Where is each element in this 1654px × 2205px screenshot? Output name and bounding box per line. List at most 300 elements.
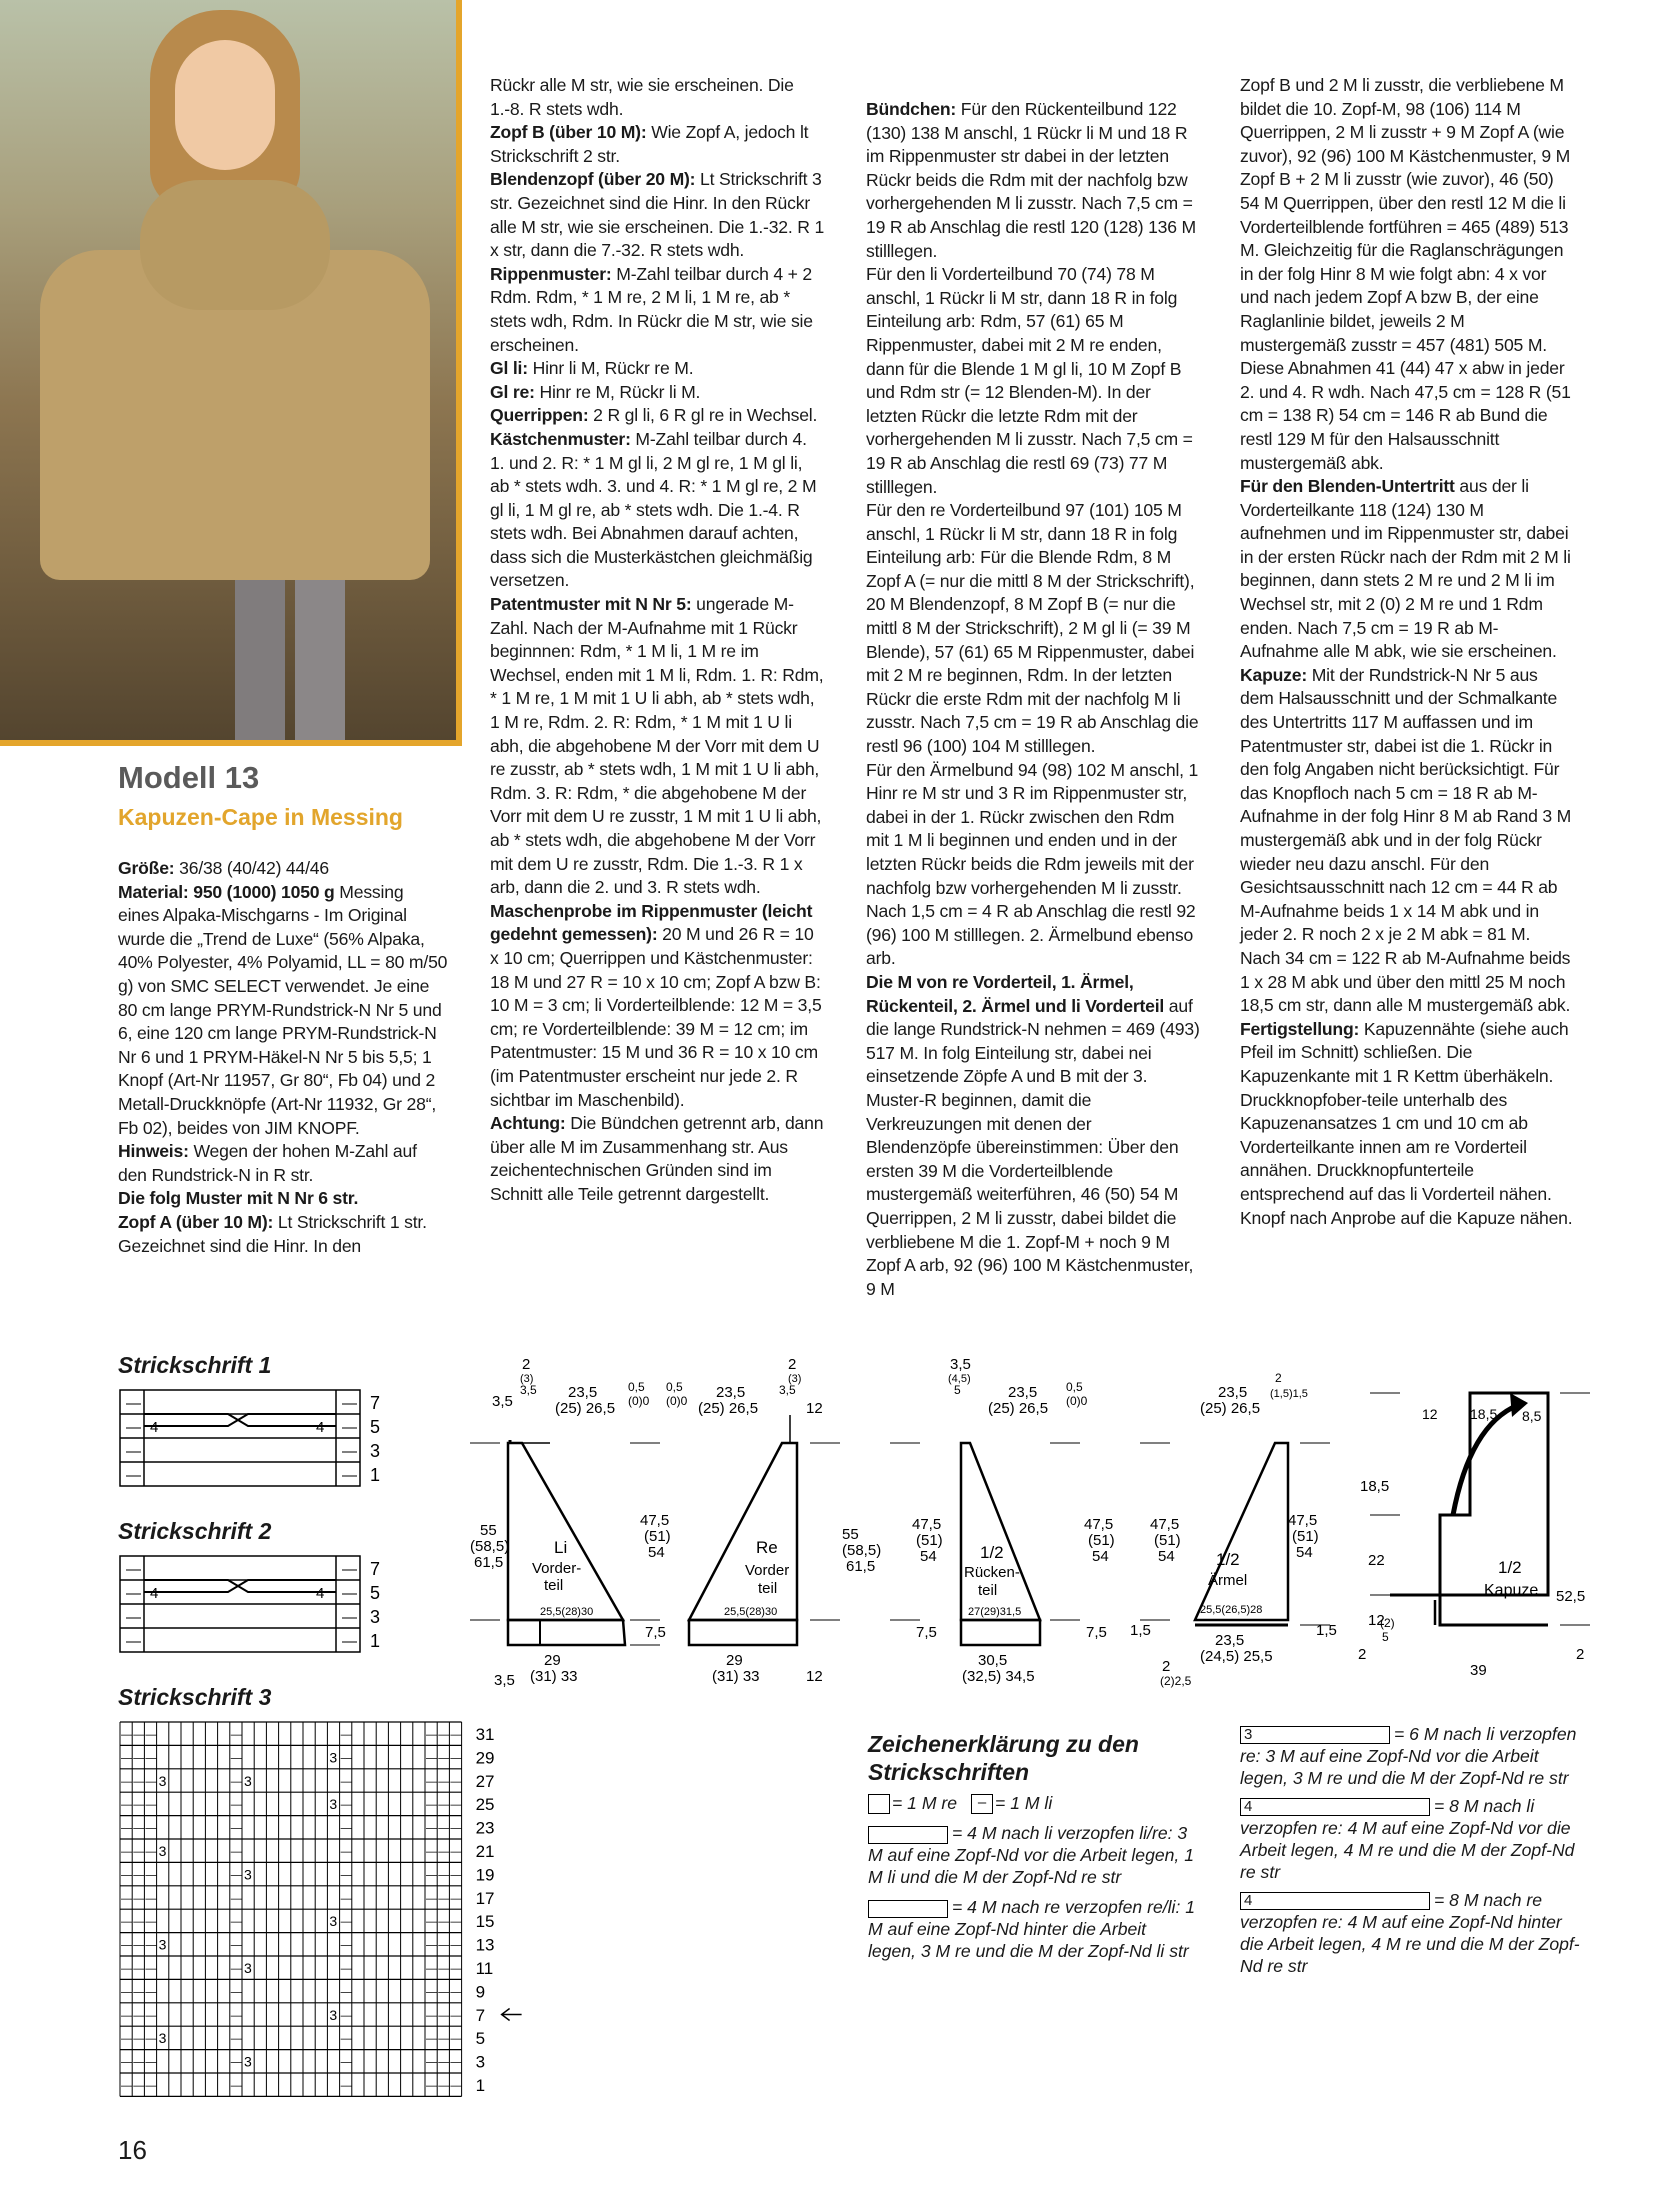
- svg-text:1,5: 1,5: [1316, 1622, 1337, 1639]
- knitting-chart-3: [118, 1720, 678, 2100]
- svg-text:—: —: [126, 1609, 141, 1626]
- chart-3-cable-mark: 3: [244, 1772, 252, 1789]
- svg-text:—: —: [121, 1799, 132, 1812]
- svg-text:—: —: [133, 2080, 145, 2092]
- svg-text:—: —: [450, 1846, 462, 1858]
- svg-text:2: 2: [1358, 1646, 1367, 1663]
- knitting-chart-1: [118, 1388, 418, 1488]
- svg-text:—: —: [230, 1799, 242, 1812]
- svg-text:—: —: [340, 1963, 352, 1975]
- svg-text:—: —: [426, 1916, 437, 1929]
- svg-text:—: —: [450, 1916, 462, 1929]
- svg-text:—: —: [426, 1986, 437, 1999]
- svg-text:7,5: 7,5: [1086, 1624, 1107, 1641]
- chart-3-row-number: 29: [475, 1748, 495, 1768]
- svg-text:—: —: [438, 1892, 450, 1905]
- svg-text:—: —: [230, 2080, 242, 2092]
- col1-paragraph: Die folg Muster mit N Nr 6 str.: [118, 1188, 359, 1209]
- svg-text:8,5: 8,5: [1522, 1408, 1542, 1424]
- svg-text:18,5: 18,5: [1470, 1406, 1498, 1422]
- svg-text:—: —: [145, 2009, 157, 2022]
- svg-text:—: —: [230, 1986, 242, 1999]
- col3-paragraph: Bündchen: Für den Rückenteilbund 122 (130) 138 M anschl, 1 Rückr li M und 18 R im Rippenmuster str dabei in der letzten Rückr beids die Rdm mit der nachfolg bzw vorhergehenden M li zusstr. Nach 7,5 cm = 19 R ab Anschlag die restl 120 (128) 136 M stilllegen.: [866, 99, 1196, 261]
- svg-text:61,5: 61,5: [846, 1558, 876, 1575]
- svg-text:—: —: [145, 2033, 157, 2046]
- svg-text:—: —: [133, 1822, 145, 1835]
- col3-paragraph: Für den re Vorderteilbund 97 (101) 105 M anschl, 1 Rückr li M str, dann 18 R in folg Einteilung arb: Für die Blende Rdm, 8 M Zopf A (= nur die mittl 8 M der Strickschrift), 20 M Blendenzopf, 8 M Zopf B (= nur die mittl 8 M der Strickschrift), 2 M gl li (= 39 M Blende), 57 (61) 65 M Rippenmuster, dabei mit 2 M re beginnen, Rdm. In der letzten Rückr die erste Rdm mit der nachfolg M li zusstr. Nach 7,5 cm = 19 R ab Anschlag die restl 96 (100) 104 M stilllegen.: [866, 500, 1199, 757]
- svg-text:12: 12: [1368, 1612, 1385, 1629]
- svg-text:1: 1: [370, 1631, 381, 1651]
- svg-text:—: —: [121, 1822, 132, 1835]
- svg-text:(0)0: (0)0: [666, 1394, 688, 1408]
- chart-3-row-number: 5: [475, 2029, 486, 2049]
- svg-text:2: 2: [1162, 1658, 1171, 1675]
- svg-text:(25) 26,5: (25) 26,5: [698, 1400, 759, 1417]
- legend: Zeichenerklärung zu den Strickschriften = 1 M re – = 1 M li = 4 M nach li verzopfen li/re: 3 M auf eine Zopf-Nd vor die Arbeit legen, 1 M li und die M der Zopf-Nd re str = 4 M nach re verzopfen re/li: 1 M auf eine Zopf-Nd hinter die Arbeit legen, 3 M re und die M der Zopf-Nd li str: [868, 1730, 1198, 1962]
- svg-text:(25) 26,5: (25) 26,5: [555, 1400, 616, 1417]
- svg-text:25,5(28)30: 25,5(28)30: [724, 1606, 778, 1618]
- svg-text:—: —: [133, 1729, 145, 1741]
- svg-text:—: —: [126, 1443, 141, 1460]
- col2-paragraph: Rippenmuster: M-Zahl teilbar durch 4 + 2 Rdm. Rdm, * 1 M re, 2 M li, 1 M re, ab * stets wdh, Rdm. In Rückr die M str, wie sie erscheinen.: [490, 263, 813, 355]
- col2-paragraph: Rückr alle M str, wie sie erscheinen. Die 1.-8. R stets wdh.: [490, 75, 794, 119]
- svg-text:—: —: [340, 1775, 352, 1788]
- svg-text:7,5: 7,5: [916, 1624, 937, 1641]
- svg-text:47,5: 47,5: [912, 1516, 942, 1533]
- svg-text:—: —: [145, 1775, 157, 1788]
- svg-text:—: —: [340, 2056, 352, 2069]
- svg-text:—: —: [121, 2009, 132, 2022]
- knitting-chart-2: [118, 1554, 418, 1654]
- svg-text:—: —: [340, 1729, 352, 1741]
- legend-symbol-icon: 4: [1240, 1798, 1430, 1816]
- svg-text:(0)0: (0)0: [1066, 1394, 1088, 1408]
- svg-text:(24,5) 25,5: (24,5) 25,5: [1200, 1648, 1273, 1665]
- svg-text:—: —: [133, 1752, 145, 1765]
- svg-text:3,5: 3,5: [494, 1672, 515, 1689]
- svg-text:22: 22: [1368, 1552, 1385, 1569]
- svg-text:—: —: [450, 2080, 462, 2092]
- svg-text:—: —: [438, 1916, 450, 1929]
- chart-3-cable-mark: 3: [158, 2030, 167, 2047]
- svg-text:—: —: [342, 1443, 357, 1460]
- col1-paragraph: Material: 950 (1000) 1050 g Messing eines Alpaka-Mischgarns - Im Original wurde die „Trend de Luxe“ (56% Alpaka, 40% Polyester, 4% Polyamid, LL = 80 m/50 g) von SMC SELECT verwendet. Je eine 80 cm lange PRYM-Rundstrick-N Nr 5 und 6, eine 120 cm lange PRYM-Rundstrick-N Nr 6 und 1 PRYM-Häkel-N Nr 5 bis 5,5; 1 Knopf (Art-Nr 11957, Gr 80“, Fb 04) und 2 Metall-Druckknöpfe (Art-Nr 11932, Gr 28“, Fb 02), beides von JIM KNOPF.: [118, 881, 448, 1138]
- svg-text:—: —: [145, 2080, 157, 2092]
- chart-3-cable-mark: 3: [244, 1960, 252, 1976]
- col2-paragraph: Querrippen: 2 R gl li, 6 R gl re in Wechsel.: [490, 405, 818, 426]
- svg-text:—: —: [145, 1986, 157, 1999]
- pattern-schematic: [470, 1355, 1650, 1695]
- svg-text:(2): (2): [1380, 1616, 1395, 1630]
- svg-text:(58,5): (58,5): [842, 1542, 882, 1559]
- svg-text:—: —: [450, 1775, 462, 1788]
- svg-text:teil: teil: [544, 1577, 564, 1594]
- col4-paragraph: Kapuze: Mit der Rundstrick-N Nr 5 aus dem Halsausschnitt und der Schmalkante des Untertritts 117 M auffassen und im Patentmuster str, dabei ist die 1. Rückr in den folg Angaben nicht berücksichtigt. Für das Knopfloch nach 5 cm = 18 R ab M-Aufnahme in der folg Hinr 8 M ab Rand 3 M mustergemäß abk und in der folg Rückr wieder neu dazu anschl. Für den Gesichtsausschnitt nach 12 cm = 44 R ab M-Aufnahme beids 1 x 14 M abk und in jeder 2. R noch 2 x je 2 M abk = 81 M. Nach 34 cm = 122 R ab M-Aufnahme beids 1 x 28 M abk und über den mittl 25 M noch 18,5 cm str, dann alle M mustergemäß abk.: [1240, 664, 1572, 1016]
- chart-3-row-number: 27: [475, 1771, 495, 1791]
- instructions-column-3: [866, 98, 1200, 1301]
- svg-text:3,5: 3,5: [520, 1383, 537, 1397]
- svg-text:—: —: [121, 1752, 132, 1765]
- chart-2-title: Strickschrift 2: [118, 1518, 272, 1544]
- svg-text:(51): (51): [644, 1528, 671, 1545]
- svg-text:—: —: [342, 1585, 357, 1602]
- svg-text:(51): (51): [1088, 1532, 1115, 1549]
- svg-text:—: —: [426, 2056, 437, 2069]
- col2-paragraph: Gl li: Hinr li M, Rückr re M.: [490, 358, 694, 379]
- col3-paragraph: Für den li Vorderteilbund 70 (74) 78 M anschl, 1 Rückr li M str, dann 18 R in folg Einteilung arb: Rdm, 57 (61) 65 M Rippenmuster, dabei mit 2 M re enden, dann für die Blende 1 M gl li, 10 M Zopf B und Rdm str (= 12 Blenden-M). In der letzten Rückr die letzte Rdm mit der vorhergehenden M li zusstr. Nach 7,5 cm = 19 R ab Anschlag die restl 69 (73) 77 M stilllegen.: [866, 264, 1193, 497]
- chart-3-cable-mark: 3: [244, 2053, 252, 2070]
- svg-text:1/2: 1/2: [980, 1543, 1004, 1562]
- legend-item: = 4 M nach re verzopfen re/li: 1 M auf eine Zopf-Nd hinter die Arbeit legen, 3 M re und die M der Zopf-Nd li str: [868, 1897, 1196, 1962]
- svg-text:25,5(28)30: 25,5(28)30: [540, 1606, 594, 1618]
- svg-text:—: —: [340, 1939, 352, 1952]
- svg-text:61,5: 61,5: [474, 1554, 504, 1571]
- svg-text:—: —: [438, 1986, 450, 1999]
- svg-text:—: —: [426, 2009, 437, 2022]
- svg-text:(51): (51): [916, 1532, 943, 1549]
- svg-text:—: —: [230, 1729, 242, 1741]
- svg-text:—: —: [340, 2009, 352, 2022]
- svg-text:—: —: [340, 1916, 352, 1929]
- svg-text:23,5: 23,5: [1218, 1384, 1248, 1401]
- svg-text:—: —: [342, 1467, 357, 1484]
- svg-text:Kapuze: Kapuze: [1484, 1582, 1539, 1599]
- svg-text:—: —: [145, 1892, 157, 1905]
- svg-text:47,5: 47,5: [1084, 1516, 1114, 1533]
- svg-text:1,5: 1,5: [1130, 1622, 1151, 1639]
- chart-3-row-number: 21: [475, 1842, 495, 1861]
- svg-text:—: —: [340, 1869, 352, 1882]
- svg-text:—: —: [438, 1822, 450, 1835]
- svg-text:23,5: 23,5: [1215, 1632, 1245, 1649]
- svg-text:Vorder: Vorder: [745, 1562, 790, 1579]
- svg-text:27(29)31,5: 27(29)31,5: [968, 1606, 1022, 1618]
- svg-text:—: —: [426, 1799, 437, 1812]
- chart-3-row-number: 9: [475, 1982, 486, 2002]
- svg-text:—: —: [450, 1729, 462, 1741]
- legend-symbol-icon: 3: [1240, 1726, 1390, 1744]
- chart-3-cable-mark: 3: [244, 1866, 252, 1883]
- chart-3-row-number: 7: [475, 2005, 486, 2025]
- svg-text:2: 2: [1275, 1371, 1282, 1385]
- svg-text:—: —: [126, 1395, 141, 1412]
- svg-text:—: —: [126, 1419, 141, 1436]
- chart-3-row-number: 19: [475, 1865, 495, 1885]
- svg-text:—: —: [126, 1633, 141, 1650]
- svg-text:—: —: [145, 1869, 157, 1882]
- svg-text:—: —: [438, 1775, 450, 1788]
- svg-text:—: —: [145, 2056, 157, 2069]
- instructions-column-4: [1240, 74, 1574, 1230]
- col2-paragraph: Blendenzopf (über 20 M): Lt Strickschrift 3 str. Gezeichnet sind die Hinr. In den Rückr alle M str, wie sie erscheinen. Die 1.-32. R 1 x str, dann die 7.-32. R stets wdh.: [490, 169, 825, 261]
- svg-text:—: —: [145, 1822, 157, 1835]
- svg-text:Re: Re: [756, 1538, 778, 1557]
- svg-text:7: 7: [370, 1393, 381, 1413]
- svg-text:—: —: [426, 1822, 437, 1835]
- col1-paragraph: Zopf A (über 10 M): Lt Strickschrift 1 str. Gezeichnet sind die Hinr. In den: [118, 1211, 427, 1256]
- svg-text:—: —: [426, 1869, 437, 1882]
- svg-text:—: —: [450, 1892, 462, 1905]
- chart-3-cable-mark: 3: [329, 1913, 338, 1930]
- svg-text:—: —: [121, 2033, 132, 2046]
- svg-text:—: —: [121, 1869, 132, 1882]
- svg-text:—: —: [438, 1963, 450, 1975]
- model-subtitle: Kapuzen-Cape in Messing: [118, 804, 403, 830]
- svg-text:52,5: 52,5: [1556, 1588, 1586, 1605]
- svg-text:—: —: [230, 2009, 242, 2022]
- svg-text:—: —: [145, 1846, 157, 1858]
- svg-text:—: —: [426, 2080, 437, 2092]
- legend-item: 4 = 8 M nach li verzopfen re: 4 M auf eine Zopf-Nd vor die Arbeit legen, 4 M re und die M der Zopf-Nd re str: [1240, 1796, 1575, 1882]
- svg-text:—: —: [133, 1916, 145, 1929]
- svg-text:—: —: [426, 1939, 437, 1952]
- svg-text:47,5: 47,5: [1288, 1512, 1318, 1529]
- svg-text:—: —: [450, 1986, 462, 1999]
- svg-text:—: —: [340, 2033, 352, 2046]
- col1-paragraph: Größe: 36/38 (40/42) 44/46: [118, 858, 329, 878]
- svg-text:(3): (3): [788, 1373, 802, 1385]
- svg-text:—: —: [230, 1892, 242, 1905]
- chart-3-row-number: 25: [475, 1795, 495, 1815]
- svg-text:(4,5): (4,5): [948, 1373, 971, 1385]
- svg-text:—: —: [126, 1561, 141, 1578]
- svg-text:—: —: [340, 1822, 352, 1835]
- svg-text:3: 3: [370, 1607, 381, 1627]
- svg-text:—: —: [342, 1395, 357, 1412]
- svg-text:—: —: [450, 2009, 462, 2022]
- svg-text:—: —: [426, 1775, 437, 1788]
- svg-text:—: —: [145, 1729, 157, 1741]
- svg-text:—: —: [438, 2080, 450, 2092]
- svg-text:—: —: [340, 1799, 352, 1812]
- svg-text:(1,5)1,5: (1,5)1,5: [1270, 1388, 1308, 1400]
- svg-text:—: —: [450, 2056, 462, 2069]
- svg-text:54: 54: [1158, 1548, 1175, 1565]
- legend-item: 4 = 8 M nach re verzopfen re: 4 M auf eine Zopf-Nd hinter die Arbeit legen, 4 M re und die M der Zopf-Nd re str: [1240, 1890, 1580, 1976]
- legend-symbol-icon: –: [971, 1794, 993, 1814]
- chart-1-mark-left: 4: [150, 1419, 159, 1436]
- legend-title: Zeichenerklärung zu den Strickschriften: [868, 1731, 1139, 1785]
- chart-3-cable-mark: 3: [329, 1749, 338, 1766]
- legend-symbol-icon: [868, 1900, 948, 1918]
- svg-text:Li: Li: [554, 1538, 568, 1557]
- model-photo: [0, 0, 462, 746]
- svg-text:3,5: 3,5: [950, 1356, 971, 1373]
- svg-text:—: —: [438, 2033, 450, 2046]
- svg-text:—: —: [438, 1752, 450, 1765]
- col2-paragraph: Zopf B (über 10 M): Wie Zopf A, jedoch lt Strickschrift 2 str.: [490, 122, 809, 166]
- svg-text:0,5: 0,5: [628, 1380, 645, 1394]
- svg-text:—: —: [121, 2080, 132, 2092]
- svg-text:3,5: 3,5: [492, 1393, 513, 1410]
- svg-text:Ärmel: Ärmel: [1208, 1572, 1248, 1589]
- svg-text:12: 12: [806, 1668, 823, 1685]
- svg-text:7,5: 7,5: [645, 1624, 666, 1641]
- chart-3-cable-mark: 3: [329, 2006, 338, 2023]
- svg-text:—: —: [342, 1561, 357, 1578]
- svg-text:—: —: [145, 1799, 157, 1812]
- svg-text:(58,5): (58,5): [470, 1538, 510, 1555]
- svg-text:0,5: 0,5: [666, 1380, 683, 1394]
- svg-text:—: —: [426, 1963, 437, 1975]
- svg-text:—: —: [438, 1846, 450, 1858]
- svg-text:—: —: [230, 1916, 242, 1929]
- chart-3-cable-mark: 3: [158, 1936, 167, 1953]
- svg-text:—: —: [133, 1799, 145, 1812]
- svg-text:—: —: [230, 2033, 242, 2046]
- col2-paragraph: Maschenprobe im Rippenmuster (leicht gedehnt gemessen): 20 M und 26 R = 10 x 10 cm; Querrippen und Kästchenmuster: 18 M und 27 R = 10 x 10 cm; Zopf A bzw B: 10 M = 3 cm; li Vorderteilblende: 12 M = 3,5 cm; re Vorderteilblende: 39 M = 12 cm; im Patentmuster: 15 M und 36 R = 10 x 10 cm (im Patentmuster erscheint nur jede 2. R sichtbar im Maschenbild).: [490, 900, 822, 1110]
- svg-text:0,5: 0,5: [1066, 1380, 1083, 1394]
- svg-text:—: —: [438, 1939, 450, 1952]
- col3-paragraph: Für den Ärmelbund 94 (98) 102 M anschl, 1 Hinr re M str und 3 R im Rippenmuster str, dabei in der 1. Rückr zwischen den Rdm mit 1 M li beginnen und enden und in der letzten Rückr beids die Rdm jeweils mit der nachfolg bzw vorhergehenden M li zusstr. Nach 1,5 cm = 4 R ab Anschlag die restl 92 (96) 100 M stilllegen. 2. Ärmelbund ebenso arb.: [866, 759, 1199, 969]
- svg-text:(25) 26,5: (25) 26,5: [988, 1400, 1049, 1417]
- svg-text:(3): (3): [520, 1373, 534, 1385]
- svg-text:54: 54: [920, 1548, 937, 1565]
- svg-text:—: —: [133, 1963, 145, 1975]
- svg-text:54: 54: [1092, 1548, 1109, 1565]
- svg-text:5: 5: [370, 1583, 381, 1603]
- start-arrow-icon: [502, 2009, 522, 2021]
- chart-3-cable-mark: 3: [329, 1796, 338, 1813]
- svg-text:29: 29: [544, 1652, 561, 1669]
- svg-text:—: —: [426, 1752, 437, 1765]
- svg-text:18,5: 18,5: [1360, 1478, 1390, 1495]
- svg-text:—: —: [145, 1963, 157, 1975]
- svg-text:teil: teil: [978, 1582, 998, 1599]
- svg-text:30,5: 30,5: [978, 1652, 1008, 1669]
- svg-text:—: —: [121, 1916, 132, 1929]
- svg-text:—: —: [450, 1869, 462, 1882]
- svg-text:—: —: [438, 1729, 450, 1741]
- svg-text:—: —: [133, 1892, 145, 1905]
- svg-text:—: —: [230, 1846, 242, 1858]
- svg-text:Rücken-: Rücken-: [964, 1564, 1020, 1581]
- svg-text:2: 2: [522, 1356, 531, 1373]
- svg-text:55: 55: [480, 1522, 497, 1539]
- svg-text:23,5: 23,5: [1008, 1384, 1038, 1401]
- svg-text:—: —: [450, 1963, 462, 1975]
- svg-text:(2)2,5: (2)2,5: [1160, 1674, 1192, 1688]
- chart-3-row-number: 31: [475, 1725, 495, 1744]
- svg-text:1/2: 1/2: [1498, 1558, 1522, 1577]
- svg-text:25,5(26,5)28: 25,5(26,5)28: [1200, 1604, 1263, 1616]
- svg-text:Vorder-: Vorder-: [532, 1560, 582, 1577]
- svg-text:3,5: 3,5: [779, 1383, 796, 1397]
- svg-text:—: —: [342, 1633, 357, 1650]
- svg-text:—: —: [230, 1822, 242, 1835]
- svg-text:—: —: [340, 1986, 352, 1999]
- col4-paragraph: Zopf B und 2 M li zusstr, die verbliebene M bildet die 10. Zopf-M, 98 (106) 114 M Querrippen, 2 M li zusstr + 9 M Zopf A (wie zuvor), 92 (96) 100 M Kästchenmuster, 9 M Zopf B + 2 M li zusstr (wie zuvor), 46 (50) 54 M Querrippen, über den restl 12 M die li Vorderteilblende fortführen = 465 (489) 513 M. Gleichzeitig für die Raglanschrägungen in der folg Hinr 8 M wie folgt abn: 4 x vor und nach jedem Zopf A bzw B, der eine Raglanlinie bildet, jeweils 2 M mustergemäß zusstr = 457 (481) 505 M. Diese Abnahmen 41 (44) 47 x abw in jeder 2. und 4. R wdh. Nach 47,5 cm = 128 R (51 cm = 138 R) 54 cm = 146 R ab Bund die restl 129 M für den Halsausschnitt mustergemäß abk.: [1240, 75, 1571, 473]
- svg-text:—: —: [133, 1986, 145, 1999]
- svg-text:—: —: [340, 2080, 352, 2092]
- chart-1-title: Strickschrift 1: [118, 1352, 272, 1378]
- legend-item: 3 = 6 M nach li verzopfen re: 3 M auf eine Zopf-Nd vor die Arbeit legen, 3 M re und die M der Zopf-Nd re str: [1240, 1724, 1577, 1788]
- col1-paragraph: Hinweis: Wegen der hohen M-Zahl auf den Rundstrick-N in R str.: [118, 1141, 417, 1185]
- svg-text:—: —: [145, 1752, 157, 1765]
- svg-text:—: —: [121, 1986, 132, 1999]
- col2-paragraph: Gl re: Hinr re M, Rückr li M.: [490, 381, 701, 402]
- col4-paragraph: Für den Blenden-Untertritt aus der li Vorderteilkante 118 (124) 130 M aufnehmen und im Rippenmuster str, dabei in der ersten Rückr nach der Rdm mit 2 M li beginnen, dann stets 2 M re und 2 M li im Wechsel str, mit 2 (0) 2 M re und 1 Rdm enden. Nach 7,5 cm = 19 R ab M-Aufnahme alle M abk, wie sie erscheinen.: [1240, 476, 1571, 662]
- svg-text:5: 5: [954, 1383, 961, 1397]
- chart-3-row-number: 23: [475, 1818, 495, 1838]
- svg-text:1: 1: [370, 1465, 381, 1485]
- svg-text:—: —: [121, 1729, 132, 1741]
- svg-text:—: —: [426, 1729, 437, 1741]
- svg-text:—: —: [450, 1752, 462, 1765]
- svg-text:—: —: [340, 1752, 352, 1765]
- legend-symbol-icon: 4: [1240, 1892, 1430, 1910]
- svg-text:—: —: [230, 2056, 242, 2069]
- chart-3-row-number: 13: [475, 1935, 495, 1955]
- col4-paragraph: Fertigstellung: Kapuzennähte (siehe auch Pfeil im Schnitt) schließen. Die Kapuzenkante mit 1 R Kettm überhäkeln. Druckknopfober-teile unterhalb des Kapuzenansatzes 1 cm und 10 cm ab Vorderteilkante innen am re Vorderteil annähen. Druckknopfunterteile entsprechend auf das li Vorderteil nähen. Knopf nach Anprobe auf die Kapuze nähen.: [1240, 1018, 1573, 1228]
- col3-paragraph: Die M von re Vorderteil, 1. Ärmel, Rückenteil, 2. Ärmel und li Vorderteil auf die lange Rundstrick-N nehmen = 469 (493) 517 M. In folg Einteilung str, dabei nei einsetzende Zöpfe A und B mit der 3. Muster-R beginnen, damit die Verkreuzungen mit denen der Blendenzöpfe übereinstimmen: Über den ersten 39 M die Vorderteilblende mustergemäß weiterführen, 46 (50) 54 M Querrippen, 2 M li zusstr, dabei bildet die verbliebene M die 1. Zopf-M + noch 9 M Zopf A arb, 92 (96) 100 M Kästchenmuster, 9 M: [866, 971, 1200, 1299]
- svg-text:—: —: [426, 1892, 437, 1905]
- svg-text:7: 7: [370, 1559, 381, 1579]
- col2-paragraph: Patentmuster mit N Nr 5: ungerade M-Zahl. Nach der M-Aufnahme mit 1 Rückr beginnnen: Rdm, * 1 M li, 1 M re im Wechsel, enden mit 1 M li, Rdm. 1. R: Rdm, * 1 M re, 1 M mit 1 U li abh, ab * stets wdh, 1 M re, Rdm. 2. R: Rdm, * 1 M mit 1 U li abh, die abgehobene M der Vorr mit dem U re zusstr, ab * stets wdh, 1 M mit 1 U li abh, Rdm. 3. R: Rdm, * die abgehobene M der Vorr mit dem U re zusstr, 1 M mit 1 U li abh, ab * stets wdh, die abgehobene M der Vorr mit dem U re zusstr, Rdm. Die 1.-3. R 1 x arb, dann die 2. und 3. R stets wdh.: [490, 594, 824, 898]
- svg-text:47,5: 47,5: [1150, 1516, 1180, 1533]
- chart-3-row-number: 1: [475, 2076, 486, 2095]
- svg-text:—: —: [230, 1963, 242, 1975]
- model-title: Modell 13: [118, 760, 260, 795]
- chart-3-row-number: 11: [475, 1959, 494, 1978]
- svg-text:2: 2: [788, 1356, 797, 1373]
- svg-text:—: —: [121, 1846, 132, 1858]
- chart-3-row-number: 3: [475, 2052, 486, 2072]
- svg-text:—: —: [450, 1799, 462, 1812]
- svg-text:—: —: [450, 2033, 462, 2046]
- instructions-column-1: [118, 857, 448, 1258]
- svg-text:—: —: [438, 1869, 450, 1882]
- svg-text:teil: teil: [758, 1580, 778, 1597]
- svg-text:—: —: [342, 1419, 357, 1436]
- legend-right: [1240, 1723, 1580, 1977]
- svg-text:12: 12: [806, 1400, 823, 1417]
- svg-text:—: —: [426, 2033, 437, 2046]
- svg-text:47,5: 47,5: [640, 1512, 670, 1529]
- svg-text:—: —: [133, 2009, 145, 2022]
- legend-symbol-icon: [868, 1826, 948, 1844]
- svg-text:4: 4: [150, 1585, 159, 1602]
- svg-text:4: 4: [316, 1585, 325, 1602]
- svg-text:—: —: [340, 1892, 352, 1905]
- page-number: 16: [118, 2135, 147, 2165]
- svg-text:—: —: [133, 1846, 145, 1858]
- col2-paragraph: Achtung: Die Bündchen getrennt arb, dann über alle M im Zusammenhang str. Aus zeichentechnischen Gründen sind im Schnitt alle Teile getrennt dargestellt.: [490, 1113, 824, 1204]
- svg-text:—: —: [145, 1916, 157, 1929]
- svg-text:—: —: [133, 2056, 145, 2069]
- svg-text:—: —: [121, 2056, 132, 2069]
- svg-text:—: —: [121, 1963, 132, 1975]
- svg-text:—: —: [133, 1939, 145, 1952]
- svg-text:—: —: [121, 1775, 132, 1788]
- svg-text:—: —: [230, 1939, 242, 1952]
- svg-text:—: —: [230, 1869, 242, 1882]
- svg-text:—: —: [438, 1799, 450, 1812]
- svg-text:55: 55: [842, 1526, 859, 1543]
- svg-text:—: —: [230, 1752, 242, 1765]
- svg-text:—: —: [133, 2033, 145, 2046]
- svg-text:—: —: [426, 1846, 437, 1858]
- svg-text:(51): (51): [1292, 1528, 1319, 1545]
- svg-text:—: —: [121, 1892, 132, 1905]
- svg-text:—: —: [438, 2056, 450, 2069]
- svg-text:—: —: [126, 1467, 141, 1484]
- svg-text:54: 54: [1296, 1544, 1313, 1561]
- svg-text:23,5: 23,5: [716, 1384, 746, 1401]
- svg-text:12: 12: [1422, 1406, 1438, 1422]
- svg-text:39: 39: [1470, 1662, 1487, 1679]
- chart-3-title: Strickschrift 3: [118, 1684, 272, 1710]
